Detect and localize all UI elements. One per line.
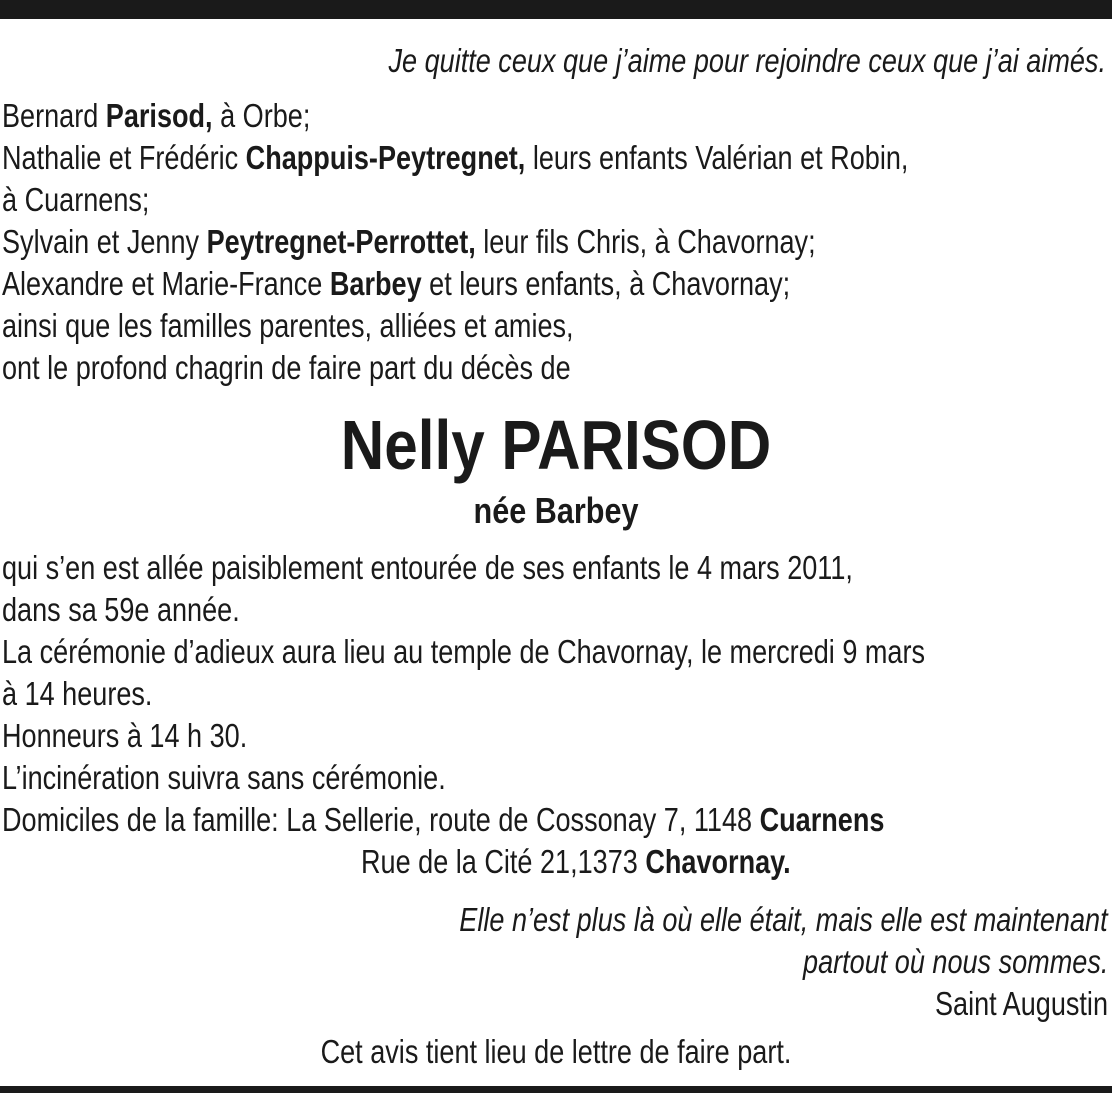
family-line-4 bbox=[2, 221, 816, 263]
family-line-3 bbox=[2, 179, 149, 221]
family-surname: Peytregnet-Perrottet, bbox=[206, 223, 476, 260]
details-line-4: à 14 heures. bbox=[2, 675, 153, 712]
details-line-6: L’incinération suivra sans cérémonie. bbox=[2, 759, 446, 796]
top-border bbox=[0, 0, 1112, 19]
details-line-2: dans sa 59e année. bbox=[2, 591, 240, 628]
city-2: Chavornay. bbox=[645, 843, 791, 880]
address-2: Rue de la Cité 21,1373 bbox=[361, 843, 646, 880]
city-1: Cuarnens bbox=[759, 801, 885, 838]
family-name-text: Bernard bbox=[2, 97, 106, 134]
family-name-text: Alexandre et Marie-France bbox=[2, 265, 330, 302]
family-name-text: Nathalie et Frédéric bbox=[2, 139, 246, 176]
details-line-1: qui s’en est allée paisiblement entourée de ses enfants le 4 mars 2011, bbox=[2, 549, 853, 586]
family-name-text: à Cuarnens; bbox=[2, 181, 150, 218]
closing-notice: Cet avis tient lieu de lettre de faire part. bbox=[320, 1033, 792, 1070]
domiciles-line-2 bbox=[361, 841, 791, 883]
family-surname: Parisod, bbox=[105, 97, 213, 134]
family-surname: Barbey bbox=[329, 265, 422, 302]
quote-author: Saint Augustin bbox=[934, 985, 1108, 1022]
family-name-text: ainsi que les familles parentes, alliées et amies, bbox=[2, 307, 574, 344]
epigraph: Je quitte ceux que j’aime pour rejoindre ceux que j’ai aimés. bbox=[388, 42, 1106, 79]
details-line-5: Honneurs à 14 h 30. bbox=[2, 717, 248, 754]
family-line-7 bbox=[2, 347, 571, 389]
family-line-1 bbox=[2, 95, 310, 137]
domiciles-line-1 bbox=[2, 799, 884, 841]
family-location: leurs enfants Valérian et Robin, bbox=[525, 139, 909, 176]
family-surname: Chappuis-Peytregnet, bbox=[245, 139, 526, 176]
family-location: leur fils Chris, à Chavornay; bbox=[475, 223, 816, 260]
deceased-name: Nelly PARISOD bbox=[340, 406, 772, 484]
bottom-border bbox=[0, 1086, 1112, 1093]
family-name-text: ont le profond chagrin de faire part du décès de bbox=[2, 349, 571, 386]
family-line-2 bbox=[2, 137, 908, 179]
family-location: et leurs enfants, à Chavornay; bbox=[421, 265, 791, 302]
family-location: à Orbe; bbox=[212, 97, 311, 134]
address-1: La Sellerie, route de Cossonay 7, 1148 bbox=[286, 801, 760, 838]
family-name-text: Sylvain et Jenny bbox=[2, 223, 207, 260]
quote-line-1: Elle n’est plus là où elle était, mais elle est maintenant bbox=[459, 901, 1108, 938]
deceased-birth-name: née Barbey bbox=[473, 490, 639, 531]
quote-line-2: partout où nous sommes. bbox=[802, 943, 1108, 980]
domiciles-label: Domiciles de la famille: bbox=[2, 801, 287, 838]
family-line-5 bbox=[2, 263, 790, 305]
family-line-6 bbox=[2, 305, 574, 347]
details-line-3: La cérémonie d’adieux aura lieu au temple de Chavornay, le mercredi 9 mars bbox=[2, 633, 926, 670]
